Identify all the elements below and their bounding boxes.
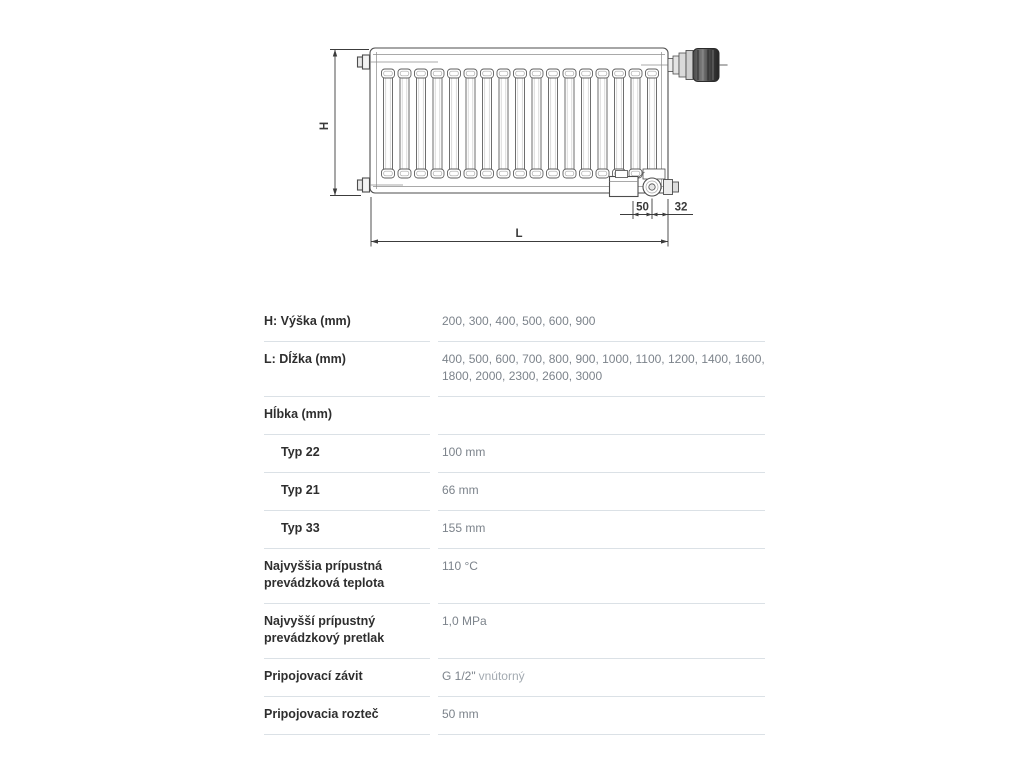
spec-value (438, 604, 765, 659)
spec-row (264, 435, 765, 473)
spec-value-secondary: vnútorný (478, 669, 525, 683)
spec-value-text: 200, 300, 400, 500, 600, 900 (442, 314, 596, 328)
spec-row (264, 342, 765, 397)
spec-label: Hĺbka (mm) (264, 397, 430, 435)
spec-row (264, 511, 765, 549)
spec-value-text: 400, 500, 600, 700, 800, 900, 1000, 1100, 1200, 1400, 1600, 1800, 2000, 2300, 2600, 3000 (442, 352, 765, 383)
spec-label: Pripojovacia rozteč (264, 697, 430, 735)
spec-label: Najvyšší prípustný prevádzkový pretlak (264, 604, 430, 659)
column-gap (430, 659, 438, 697)
column-gap (430, 511, 438, 549)
spec-label: Pripojovací závit (264, 659, 430, 697)
column-gap (430, 397, 438, 435)
column-gap (430, 604, 438, 659)
spec-row (264, 549, 765, 604)
spec-value-text: 66 mm (442, 483, 479, 497)
spec-row (264, 397, 765, 435)
radiator-diagram-svg (0, 0, 1024, 260)
dim-label-50: 50 (636, 201, 649, 214)
dimension-height (319, 50, 369, 196)
spec-value (438, 659, 765, 697)
spec-label: H: Výška (mm) (264, 304, 430, 342)
column-gap (430, 435, 438, 473)
dimension-length (371, 197, 668, 247)
column-gap (430, 342, 438, 397)
spec-value (438, 304, 765, 342)
dim-label-H: H (319, 121, 331, 131)
column-gap (430, 549, 438, 604)
spec-row (264, 697, 765, 735)
spec-value (438, 697, 765, 735)
spec-value (438, 435, 765, 473)
spec-label: Typ 22 (264, 435, 430, 473)
dimension-connections (620, 199, 693, 220)
spec-row (264, 304, 765, 342)
spec-value (438, 342, 765, 397)
spec-table (264, 304, 765, 735)
column-gap (430, 473, 438, 511)
spec-value-text: 155 mm (442, 521, 486, 535)
spec-row (264, 473, 765, 511)
spec-label: Typ 33 (264, 511, 430, 549)
spec-value-text: G 1/2" (442, 669, 476, 683)
dim-label-L: L (515, 228, 523, 240)
spec-row (264, 659, 765, 697)
spec-value-text: 100 mm (442, 445, 486, 459)
spec-value (438, 511, 765, 549)
spec-value (438, 473, 765, 511)
spec-value-text: 1,0 MPa (442, 614, 487, 628)
dim-label-32: 32 (674, 201, 688, 214)
spec-row (264, 604, 765, 659)
spec-label: L: Dĺžka (mm) (264, 342, 430, 397)
radiator-technical-drawing (0, 0, 1024, 260)
spec-label: Najvyššia prípustná prevádzková teplota (264, 549, 430, 604)
column-gap (430, 304, 438, 342)
spec-value (438, 549, 765, 604)
spec-value (438, 397, 765, 435)
radiator-channels (382, 69, 659, 178)
spec-label: Typ 21 (264, 473, 430, 511)
spec-value-text: 50 mm (442, 707, 479, 721)
column-gap (430, 697, 438, 735)
spec-value-text: 110 °C (442, 559, 478, 573)
